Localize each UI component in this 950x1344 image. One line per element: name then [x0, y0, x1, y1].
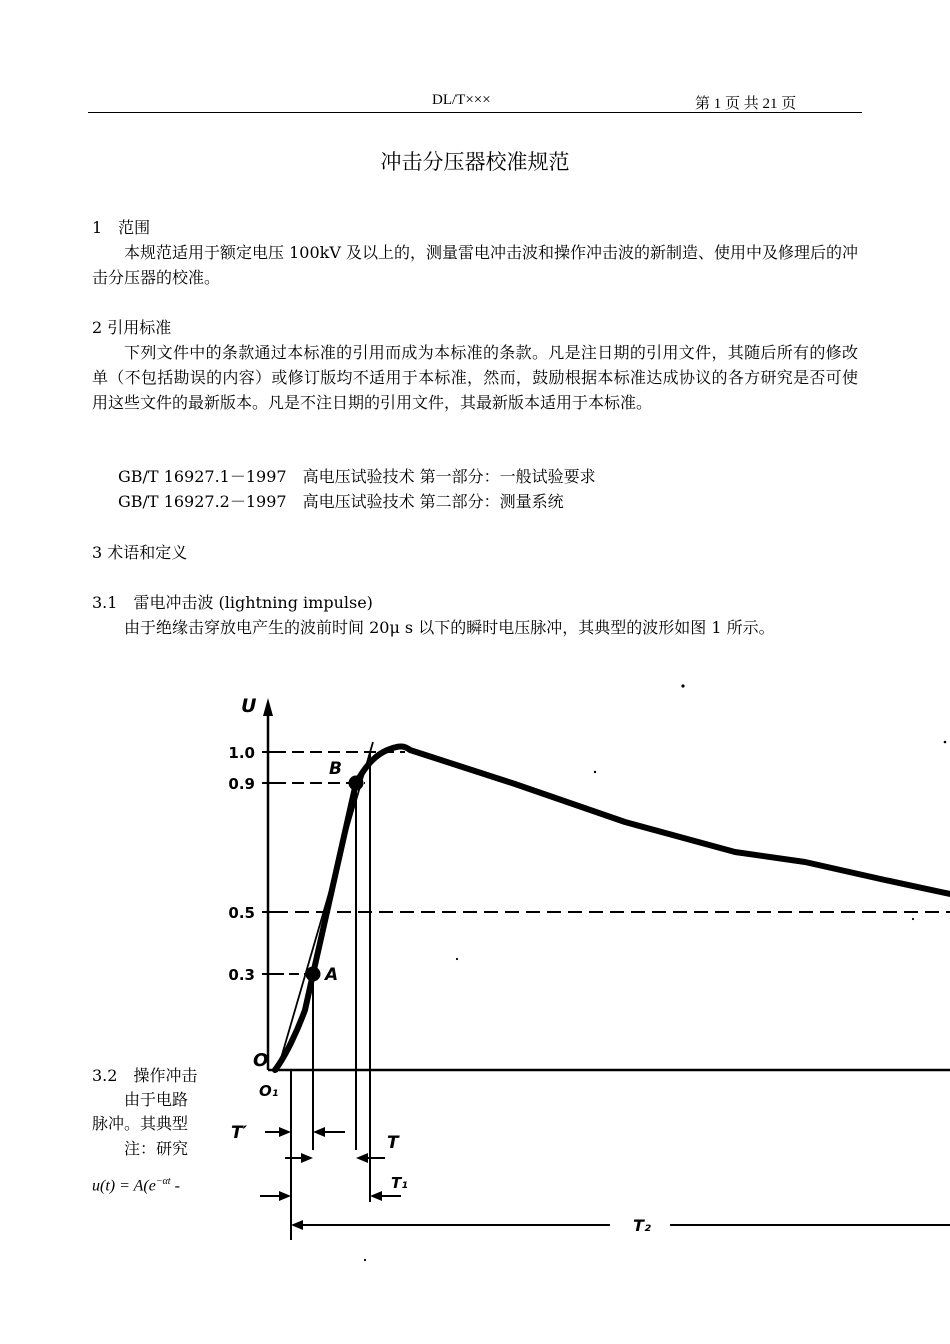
- section-2-heading: 2 引用标准: [92, 318, 172, 337]
- tick-label-1-0: 1.0: [228, 744, 255, 762]
- point-a-marker: [306, 967, 321, 982]
- t2-label: T₂: [633, 1216, 651, 1235]
- point-b-label: B: [329, 759, 342, 779]
- origin-1-label: O₁: [259, 1082, 279, 1100]
- section-3-heading: 3 术语和定义: [92, 543, 188, 562]
- section-1-heading: 1 范围: [92, 218, 151, 237]
- page-indicator: 第 1 页 共 21 页: [695, 96, 797, 112]
- section-3-1-heading: 3.1 雷电冲击波 (lightning impulse): [92, 593, 373, 612]
- document-code: DL/T×××: [432, 92, 491, 108]
- section-3-2-note: 注：研究: [124, 1139, 189, 1158]
- origin-label: O: [253, 1050, 269, 1071]
- point-a-label: A: [325, 965, 339, 985]
- waveform-diagram: [205, 672, 950, 1272]
- tick-label-0-9: 0.9: [228, 775, 255, 793]
- t1-label: T₁: [391, 1174, 408, 1192]
- section-3-2-heading: 3.2 操作冲击: [92, 1066, 198, 1085]
- section-3-1-body: 由于绝缘击穿放电产生的波前时间 20μ s 以下的瞬时电压脉冲，其典型的波形如图 1 所示。: [124, 618, 775, 637]
- header-rule: [88, 112, 862, 113]
- lightning-impulse-figure: [205, 672, 950, 1276]
- section-3-2-line2: 脉冲。其典型: [92, 1114, 189, 1133]
- scan-speck: [594, 771, 596, 773]
- tick-label-0-3: 0.3: [228, 966, 255, 984]
- document-title: 冲击分压器校准规范: [380, 150, 570, 174]
- t-label: T: [387, 1133, 399, 1153]
- scan-speck: [912, 918, 914, 920]
- reference-1: GB/T 16927.1－1997 高电压试验技术 第一部分：一般试验要求: [118, 467, 596, 486]
- switching-impulse-formula: $u(t) = A(e^{-\alpha t}$ -: [92, 1176, 180, 1195]
- section-3-2-line1: 由于电路: [124, 1090, 189, 1109]
- scan-speck: [364, 1259, 366, 1261]
- tick-label-0-5: 0.5: [228, 904, 255, 922]
- t-prime-label: T′: [231, 1123, 248, 1143]
- point-b-marker: [349, 776, 364, 791]
- section-2-body: 下列文件中的条款通过本标准的引用而成为本标准的条款。凡是注日期的引用文件，其随后所有的修改单（不包括勘误的内容）或修订版均不适用于本标准，然而，鼓励根据本标准达成协议的各方研究是否可使用这些文件的最新版本。凡是不注日期的引用文件，其最新版本适用于本标准。: [92, 343, 858, 412]
- scan-speck: [456, 958, 458, 960]
- scan-speck: [681, 684, 684, 687]
- reference-2: GB/T 16927.2－1997 高电压试验技术 第二部分：测量系统: [118, 492, 564, 511]
- y-axis-label: U: [241, 695, 257, 717]
- section-1-body: 本规范适用于额定电压 100kV 及以上的，测量雷电冲击波和操作冲击波的新制造、使用中及修理后的冲击分压器的校准。: [92, 243, 858, 287]
- scan-speck: [944, 741, 947, 744]
